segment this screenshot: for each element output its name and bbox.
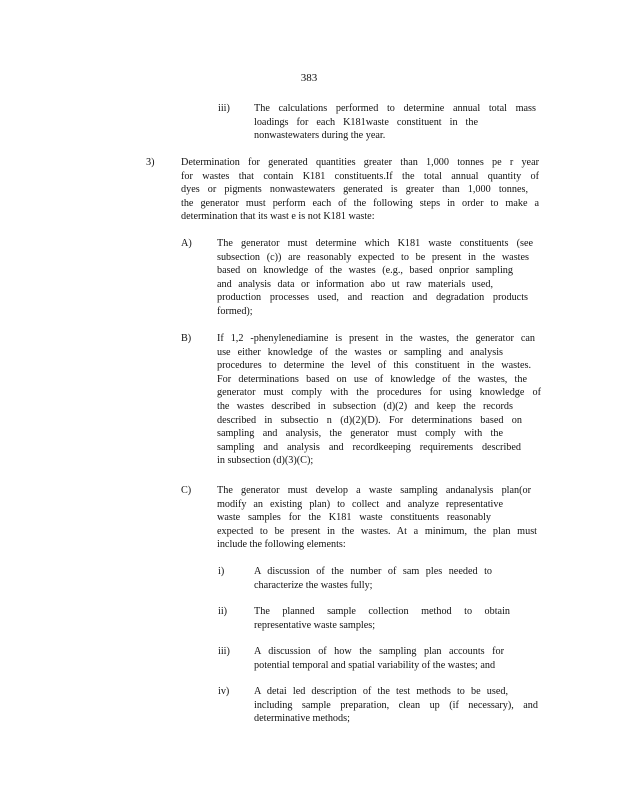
text-line: The planned sample collection method to obtain — [254, 606, 510, 617]
text-line: The calculations performed to determine annual total mass — [254, 103, 536, 114]
text-line: described in subsectio n (d)(2)(D). For determinations based on — [217, 414, 522, 426]
text-line: the wastes described in subsection (d)(2) and keep the records — [217, 400, 513, 412]
item-marker: i) — [218, 566, 225, 577]
item-marker: iii) — [218, 103, 230, 114]
item-text — [254, 102, 536, 143]
item-marker: B) — [181, 333, 192, 344]
text-line: use either knowledge of the wastes or sampling and analysis — [217, 346, 503, 358]
item-marker: iv) — [218, 686, 230, 697]
item-text — [254, 605, 510, 632]
text-line: include the following elements: — [217, 539, 346, 551]
item-marker: ii) — [218, 606, 228, 617]
text-line: including sample preparation, clean up (if necessary), and — [254, 699, 538, 711]
list-item-iii — [218, 645, 538, 672]
text-line: A discussion of how the sampling plan accounts for — [254, 646, 504, 657]
text-line: dyes or pigments nonwastewaters generated is greater than 1,000 tonnes, — [181, 184, 528, 196]
list-item-iv — [218, 685, 538, 726]
text-line: sampling and analysis and recordkeeping requirements described — [217, 441, 521, 453]
text-line: The generator must develop a waste sampling andanalysis plan(or — [217, 485, 531, 496]
item-text — [254, 645, 538, 672]
text-line: A detai led description of the test methods to be used, — [254, 686, 508, 697]
list-item-iii-top — [218, 102, 536, 143]
text-line: subsection (c)) are reasonably expected to be present in the wastes — [217, 251, 529, 263]
text-line: procedures to determine the level of this constituent in the wastes. — [217, 360, 531, 372]
list-item-i — [218, 565, 492, 592]
list-item-ii — [218, 605, 510, 632]
item-text — [254, 565, 492, 592]
item-text — [217, 237, 533, 319]
text-line: expected to be present in the wastes. At a minimum, the plan must — [217, 525, 537, 537]
text-line: representative waste samples; — [254, 619, 376, 631]
text-line: and analysis data or information abo ut raw materials used, — [217, 278, 493, 290]
text-line: the generator must perform each of the following steps in order to make a — [181, 197, 539, 209]
text-line: based on knowledge of the wastes (e.g., based onprior sampling — [217, 265, 513, 277]
text-line: modify an existing plan) to collect and analyze representative — [217, 498, 503, 510]
item-marker: C) — [181, 485, 192, 496]
text-line: nonwastewaters during the year. — [254, 130, 386, 142]
text-line: If 1,2 -phenylenediamine is present in the wastes, the generator can — [217, 333, 535, 344]
text-line: A discussion of the number of sam ples needed to — [254, 566, 492, 577]
text-line: potential temporal and spatial variability of the wastes; and — [254, 659, 496, 671]
text-line: in subsection (d)(3)(C); — [217, 455, 314, 467]
text-line: The generator must determine which K181 waste constituents (see — [217, 238, 533, 249]
item-text — [254, 685, 538, 726]
text-line: production processes used, and reaction and degradation products — [217, 292, 528, 304]
text-line: determinative methods; — [254, 713, 350, 725]
text-line: formed); — [217, 305, 253, 317]
list-item-A — [181, 237, 533, 319]
text-line: loadings for each K181waste constituent in the — [254, 116, 478, 128]
page-number: 383 — [300, 72, 318, 84]
list-item-3 — [146, 156, 539, 224]
item-marker: 3) — [146, 157, 155, 168]
item-marker: iii) — [218, 646, 230, 657]
text-line: Determination for generated quantities greater than 1,000 tonnes pe r year — [181, 157, 539, 168]
text-line: characterize the wastes fully; — [254, 579, 373, 591]
list-item-B — [181, 332, 541, 468]
text-line: for wastes that contain K181 constituents.If the total annual quantity of — [181, 170, 539, 182]
text-line: determination that its wast e is not K181 waste: — [181, 211, 375, 223]
text-line: For determinations based on use of knowledge of the wastes, the — [217, 373, 527, 385]
text-line: sampling and analysis, the generator must comply with the — [217, 428, 503, 440]
list-item-C — [181, 484, 537, 552]
item-text — [181, 156, 539, 224]
item-text — [217, 484, 537, 552]
item-marker: A) — [181, 238, 192, 249]
item-text — [217, 332, 541, 468]
text-line: generator must comply with the procedures for using knowledge of — [217, 387, 541, 399]
text-line: waste samples for the K181 waste constituents reasonably — [217, 512, 491, 524]
